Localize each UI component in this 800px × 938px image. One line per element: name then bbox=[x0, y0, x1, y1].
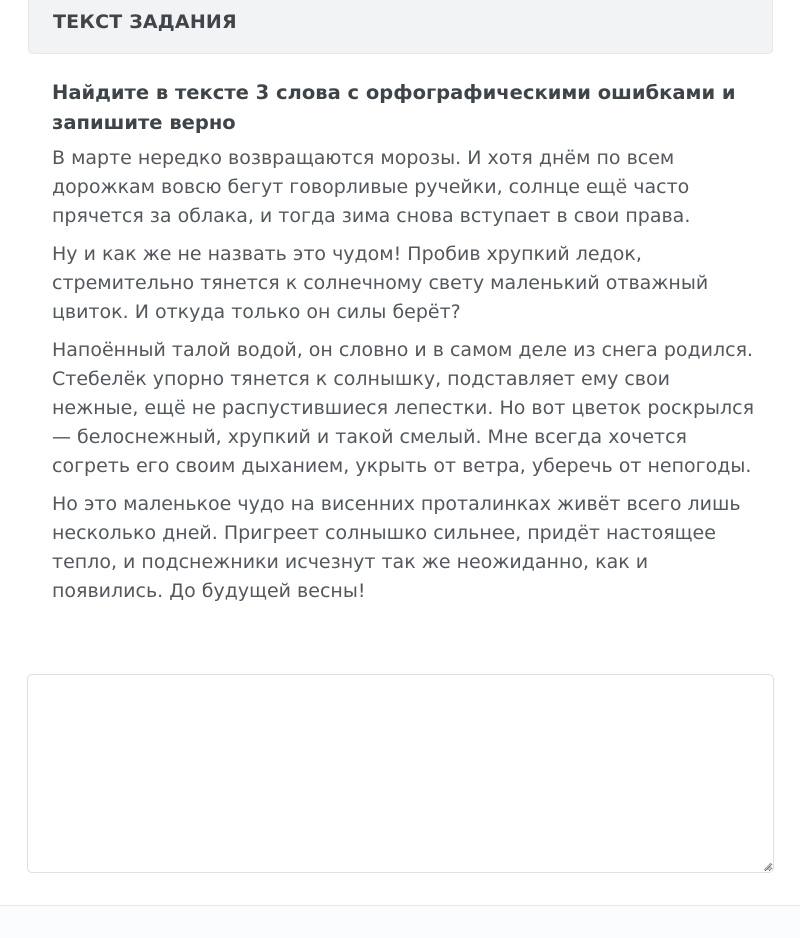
task-paragraph-3: Напоённый талой водой, он словно и в самом деле из снега родился. Стебелёк упорно тянется к солнышку, подставляет ему свои нежные, ещё не распустившиеся лепестки. Но вот цветок роскрылся — белоснежный, хрупкий и такой смелый. Мне всегда хочется согреть его своим дыханием, укрыть от ветра, уберечь от непогоды. bbox=[52, 339, 755, 477]
task-paragraph-4: Но это маленькое чудо на висенних проталинках живёт всего лишь несколько дней. Пригреет солнышко сильнее, придёт настоящее тепло, и подснежники исчезнут так же неожиданно, как и появились. До будущей весны! bbox=[52, 493, 741, 602]
task-header bbox=[28, 0, 773, 54]
footer-strip bbox=[0, 906, 800, 938]
task-body bbox=[52, 78, 762, 615]
task-header-title: ТЕКСТ ЗАДАНИЯ bbox=[53, 11, 237, 33]
task-instruction: Найдите в тексте 3 слова с орфографическими ошибками и запишите верно bbox=[52, 81, 736, 134]
task-paragraph-1: В марте нередко возвращаются морозы. И хотя днём по всем дорожкам вовсю бегут говорливые ручейки, солнце ещё часто прячется за облака, и тогда зима снова вступает в свои права. bbox=[52, 147, 691, 227]
resize-grip-icon[interactable] bbox=[762, 861, 772, 871]
task-paragraph-2: Ну и как же не назвать это чудом! Пробив хрупкий ледок, стремительно тянется к солнечному свету маленький отважный цвиток. И откуда только он силы берёт? bbox=[52, 243, 709, 323]
answer-textarea[interactable] bbox=[27, 674, 774, 873]
